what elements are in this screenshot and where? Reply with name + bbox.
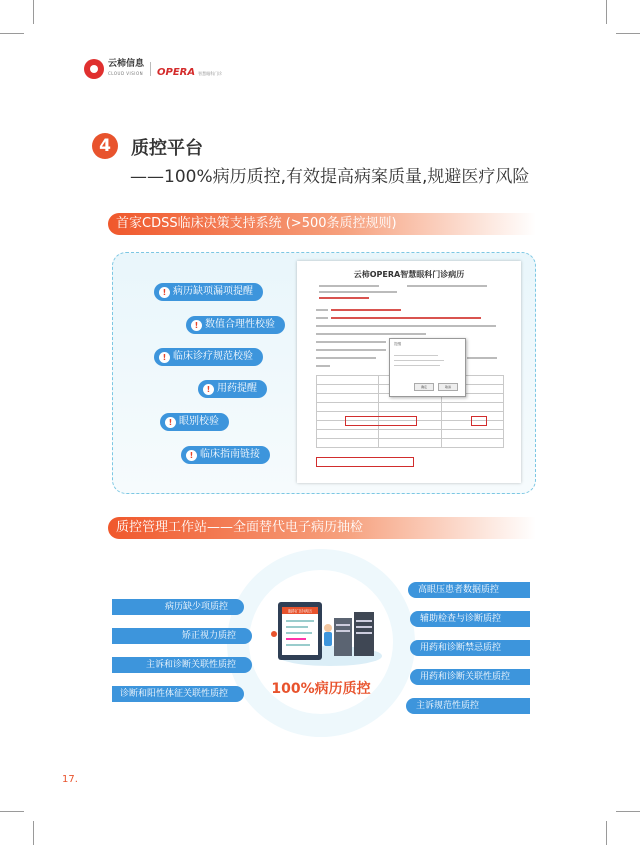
dialog-ok-button[interactable]: 确定 (414, 383, 434, 391)
error-highlight (471, 416, 487, 426)
feature-pill: ! 病历缺项漏项提醒 (154, 283, 263, 301)
dialog-line (394, 365, 440, 366)
feature-pill: ! 眼别校验 (160, 413, 229, 431)
record-title: 云柿OPERA智慧眼科门诊病历 (353, 270, 465, 279)
logo-divider (150, 62, 151, 76)
section-subtitle: ——100%病历质控,有效提高病案质量,规避医疗风险 (130, 167, 530, 187)
crop-mark (616, 33, 640, 34)
feature-pill: ! 用药提醒 (198, 380, 267, 398)
info-line (331, 309, 401, 311)
header-logos (84, 58, 222, 80)
info-line (319, 291, 397, 293)
alert-icon: ! (203, 384, 214, 395)
feature-pill: ! 临床指南链接 (181, 446, 270, 464)
alert-icon: ! (165, 417, 176, 428)
left-item: 诊断和阳性体征关联性质控 (112, 686, 244, 702)
info-line (316, 357, 376, 359)
info-line (316, 325, 496, 327)
alert-icon: ! (159, 352, 170, 363)
medical-record-screenshot (297, 261, 521, 483)
alert-icon: ! (186, 450, 197, 461)
crop-mark (0, 811, 24, 812)
crop-mark (606, 821, 607, 845)
workstation-banner: 质控管理工作站——全面替代电子病历抽检 (108, 517, 536, 539)
cdss-banner: 首家CDSS临床决策支持系统 (>500条质控规则) (108, 213, 536, 235)
error-highlight (345, 416, 417, 426)
info-line (319, 297, 369, 299)
record-server-illustration (270, 598, 390, 676)
info-line (316, 333, 426, 335)
info-line (316, 365, 330, 367)
right-item: 高眼压患者数据质控 (408, 582, 530, 598)
left-item: 病历缺少项质控 (112, 599, 244, 615)
dialog-line (394, 360, 444, 361)
cloud-vision-logo-icon (84, 59, 104, 79)
alert-dialog (389, 338, 466, 397)
error-highlight (316, 457, 414, 467)
crop-mark (0, 33, 24, 34)
brand-name: 云柿信息 CLOUD VISION (108, 59, 145, 76)
info-line (316, 349, 386, 351)
info-line (407, 285, 487, 287)
page-number: 17. (62, 774, 78, 785)
feature-pill: ! 临床诊疗规范校验 (154, 348, 263, 366)
section-number: 4 (92, 133, 118, 159)
info-line (316, 317, 328, 319)
dialog-cancel-button[interactable]: 取消 (438, 383, 458, 391)
center-label: 100%病历质控 (271, 681, 371, 697)
info-line (331, 317, 481, 319)
crop-mark (606, 0, 607, 24)
right-item: 主诉规范性质控 (406, 698, 530, 714)
feature-pill: ! 数值合理性校验 (186, 316, 285, 334)
alert-icon: ! (191, 320, 202, 331)
info-line (467, 357, 497, 359)
sign-text: 眼科门诊病历 (288, 608, 312, 614)
alert-icon: ! (159, 287, 170, 298)
crop-mark (616, 811, 640, 812)
opera-logo: OPERA 智慧眼科门诊 (157, 66, 223, 78)
info-line (316, 309, 328, 311)
crop-mark (33, 0, 34, 24)
dialog-title: 提醒 (394, 342, 402, 346)
left-item: 主诉和诊断关联性质控 (112, 657, 252, 673)
info-line (319, 285, 379, 287)
section-title: 质控平台 (131, 138, 203, 159)
crop-mark (33, 821, 34, 845)
right-item: 辅助检查与诊断质控 (410, 611, 530, 627)
dialog-line (394, 355, 438, 356)
right-item: 用药和诊断禁忌质控 (410, 640, 530, 656)
left-item: 矫正视力质控 (112, 628, 252, 644)
right-item: 用药和诊断关联性质控 (410, 669, 530, 685)
info-line (316, 341, 386, 343)
